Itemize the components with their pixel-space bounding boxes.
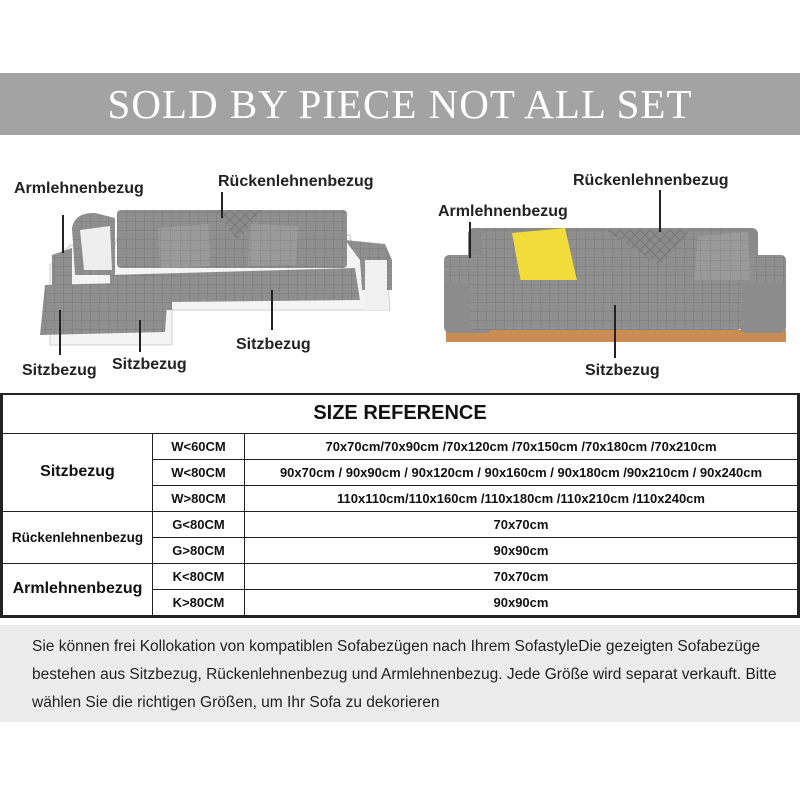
size-values: 90x90cm bbox=[245, 537, 798, 563]
label-seat-right: Sitzbezug bbox=[236, 336, 311, 353]
label-seat-sofa-right: Sitzbezug bbox=[585, 362, 660, 379]
label-backrest-right: Rückenlehnenbezug bbox=[573, 172, 729, 189]
sectional-sofa bbox=[40, 192, 392, 355]
size-reference-table bbox=[0, 393, 800, 618]
size-code: K<80CM bbox=[153, 563, 245, 589]
size-code: K>80CM bbox=[153, 589, 245, 615]
seat-cover bbox=[470, 280, 742, 330]
footer-text: Sie können frei Kollokation von kompatiblen Sofabezügen nach Ihrem SofastyleDie gezeigten Sofabezüge bestehen aus Sitzbezug, Rückenlehnenbezug und Armlehnenbezug. Jede Größe wird separat verkauft. Bitte wählen Sie die richtigen Größen, um Ihr Sofa zu dekorieren bbox=[32, 638, 777, 711]
size-values: 90x70cm / 90x90cm / 90x120cm / 90x160cm / 90x180cm /90x210cm / 90x240cm bbox=[245, 459, 798, 485]
label-seat-left: Sitzbezug bbox=[22, 362, 97, 379]
size-values: 70x70cm/70x90cm /70x120cm /70x150cm /70x180cm /70x210cm bbox=[245, 433, 798, 459]
table-title: SIZE REFERENCE bbox=[3, 395, 798, 433]
size-values: 70x70cm bbox=[245, 563, 798, 589]
footer-note bbox=[0, 625, 800, 722]
illustration-area bbox=[0, 140, 800, 390]
category-backrest: Rückenlehnenbezug bbox=[3, 511, 153, 563]
size-code: W<80CM bbox=[153, 459, 245, 485]
banner bbox=[0, 73, 800, 135]
size-code: G<80CM bbox=[153, 511, 245, 537]
size-values: 110x110cm/110x160cm /110x180cm /110x210cm /110x240cm bbox=[245, 485, 798, 511]
throw-pillow-right bbox=[248, 224, 298, 266]
size-code: W<60CM bbox=[153, 433, 245, 459]
label-seat-middle: Sitzbezug bbox=[112, 356, 187, 373]
category-seat: Sitzbezug bbox=[3, 433, 153, 511]
label-armrest-left: Armlehnenbezug bbox=[14, 180, 144, 197]
gray-pillow bbox=[694, 232, 750, 282]
category-armrest: Armlehnenbezug bbox=[3, 563, 153, 615]
throw-pillow-left bbox=[158, 224, 210, 268]
left-armrest-cover bbox=[444, 255, 492, 283]
size-values: 70x70cm bbox=[245, 511, 798, 537]
size-values: 90x90cm bbox=[245, 589, 798, 615]
banner-title: SOLD BY PIECE NOT ALL SET bbox=[107, 81, 693, 127]
label-armrest-right: Armlehnenbezug bbox=[438, 203, 568, 220]
size-code: W>80CM bbox=[153, 485, 245, 511]
label-backrest-left: Rückenlehnenbezug bbox=[218, 173, 374, 190]
size-code: G>80CM bbox=[153, 537, 245, 563]
